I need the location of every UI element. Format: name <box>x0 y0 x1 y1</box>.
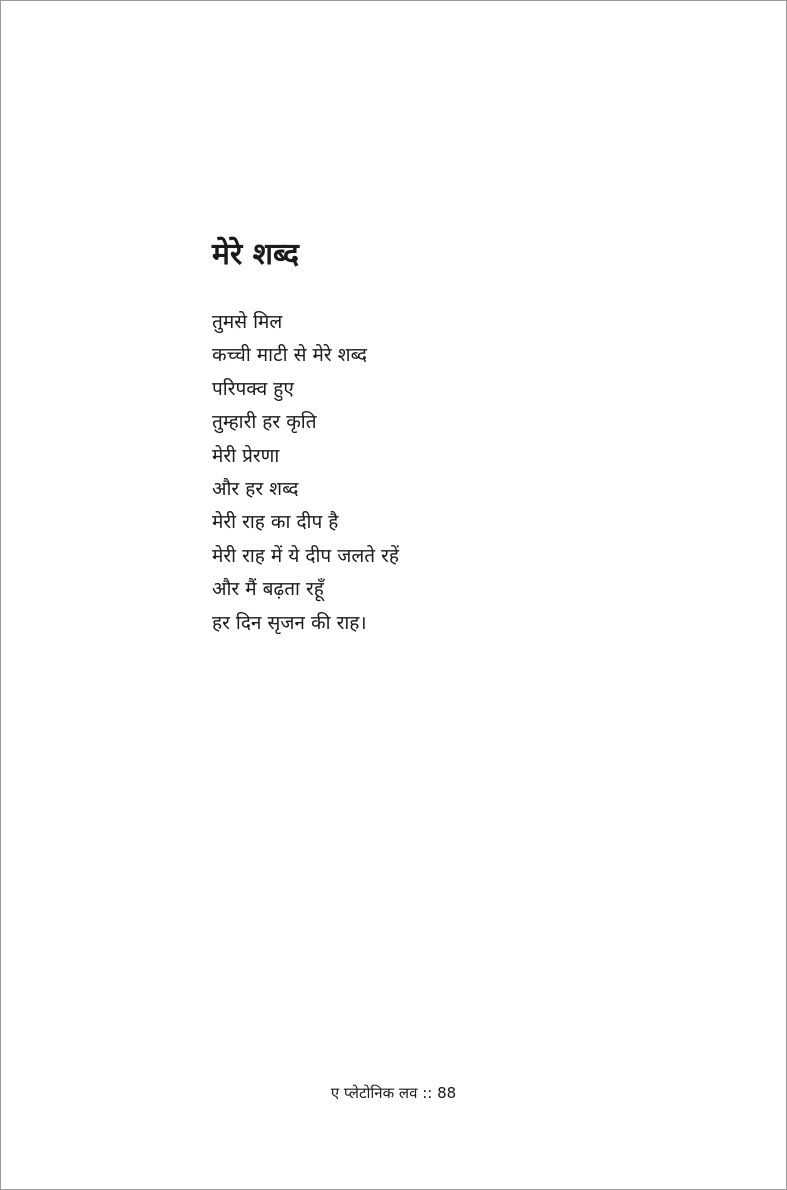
footer-book-title: ए प्लेटोनिक लव <box>330 1084 418 1102</box>
poem-line: मेरी राह का दीप है <box>212 511 339 534</box>
poem-body <box>212 306 399 640</box>
page-number: 88 <box>437 1084 457 1102</box>
poem-line: तुमसे मिल <box>212 311 283 333</box>
poem-line: और मैं बढ़ता रहूँ <box>212 578 324 601</box>
poem-line: मेरी राह में ये दीप जलते रहें <box>212 544 399 567</box>
poem-title: मेरे शब्द <box>212 237 299 272</box>
poem-line: हर दिन सृजन की राह। <box>212 611 367 634</box>
poem-line: मेरी प्रेरणा <box>212 444 280 467</box>
poem-line: परिपक्व हुए <box>212 377 294 400</box>
poem-line: और हर शब्द <box>212 477 299 500</box>
page-footer <box>1 1081 786 1105</box>
poem-line: कच्ची माटी से मेरे शब्द <box>212 344 367 367</box>
footer-separator: :: <box>422 1084 433 1102</box>
poem-line: तुम्हारी हर कृति <box>212 411 317 434</box>
